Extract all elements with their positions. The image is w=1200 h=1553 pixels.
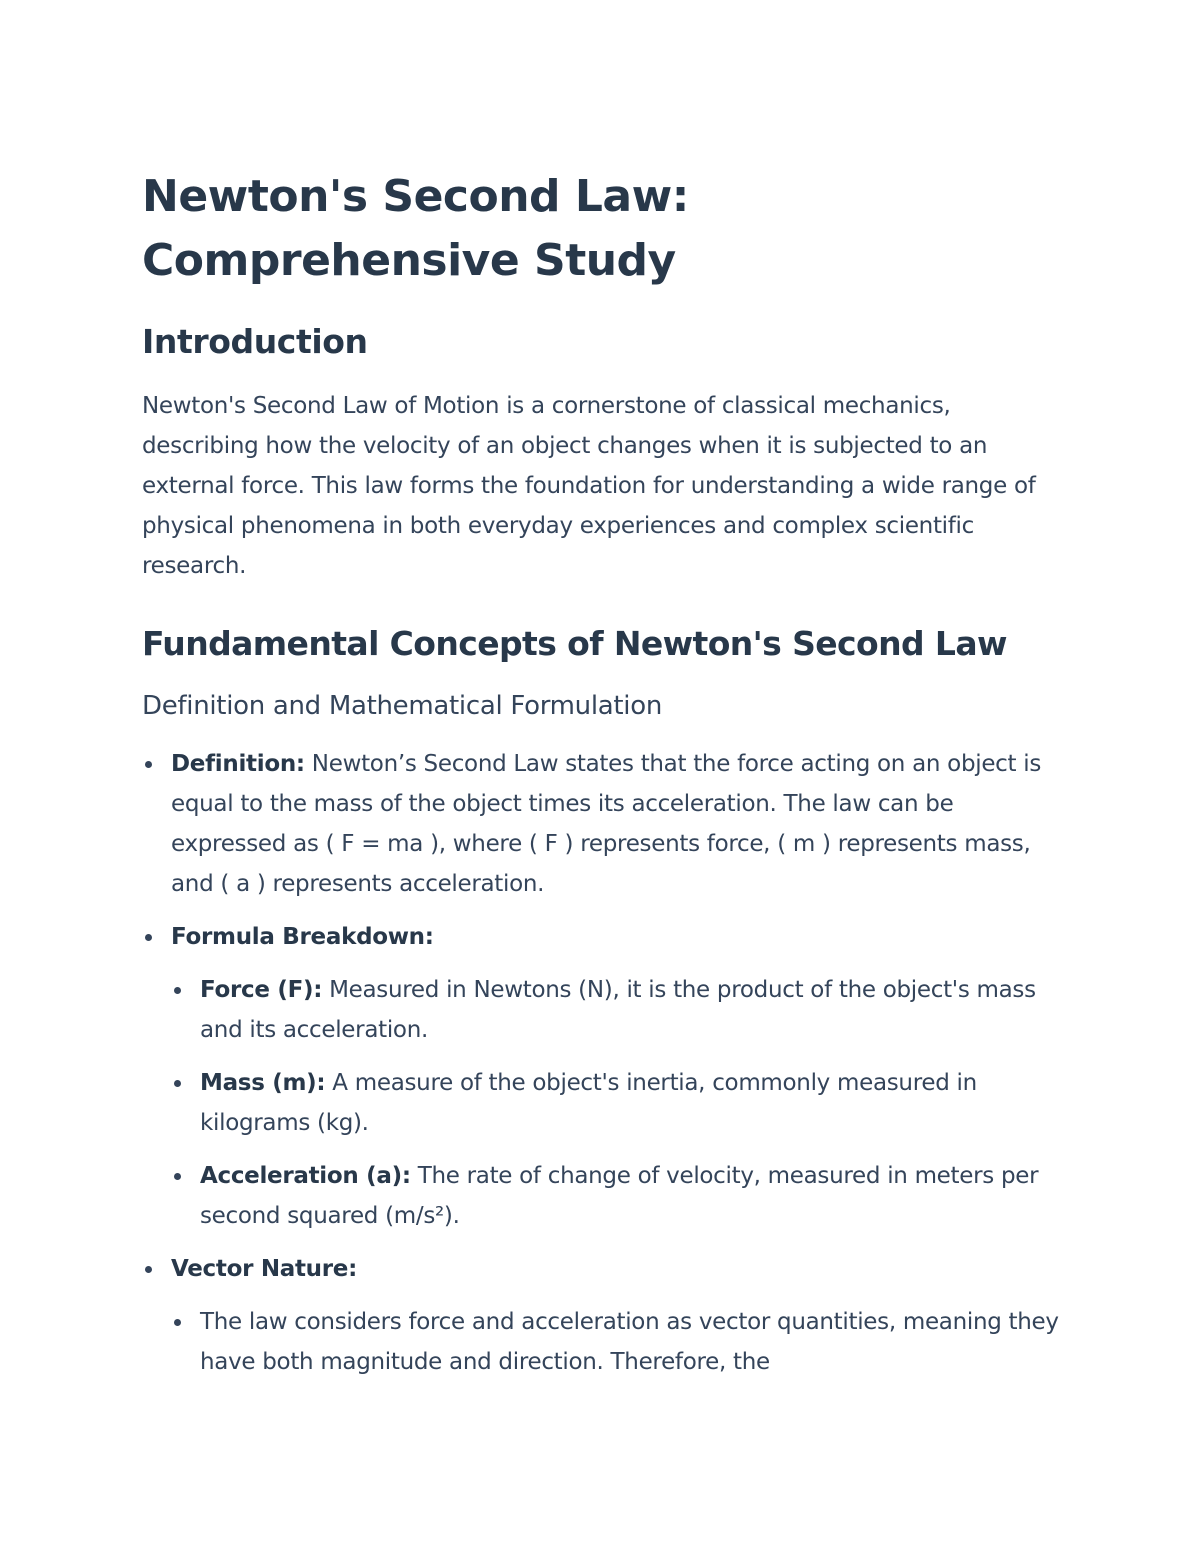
introduction-heading: Introduction [142,322,368,361]
vector-quantities-text: The law considers force and acceleration as vector quantities, meaning they have both magnitude and direction. Therefore, the [200,1309,1059,1375]
list-item-definition [142,744,1062,904]
bullet-icon [145,1266,152,1273]
bullet-icon [174,1173,181,1180]
document-title: Newton's Second Law: Comprehensive Study [142,171,689,286]
document-page [142,165,1062,1395]
force-term: Force (F): [200,977,323,1003]
definition-term: Definition: [171,751,305,777]
fundamental-concepts-heading: Fundamental Concepts of Newton's Second Law [142,624,1007,663]
definition-text: Newton’s Second Law states that the force acting on an object is equal to the mass of the object times its acceleration. The law can be expressed as ( F = ma ), where ( F ) represents force, ( m ) represents mass, and ( a ) represents acceleration. [171,751,1042,897]
list-item-vector-quantities [171,1302,1062,1382]
mass-term: Mass (m): [200,1070,326,1096]
bullet-icon [145,761,152,768]
list-item-force [171,970,1062,1050]
acceleration-term: Acceleration (a): [200,1163,411,1189]
list-item-mass [171,1063,1062,1143]
bullet-icon [174,1319,181,1326]
introduction-paragraph: Newton's Second Law of Motion is a cornerstone of classical mechanics, describing how the velocity of an object changes when it is subjected to an external force. This law forms the foundation for understanding a wide range of physical phenomena in both everyday experiences and complex scientific research. [142,393,1036,579]
bullet-icon [174,987,181,994]
list-item-formula-breakdown [142,917,1062,1236]
concepts-list [142,744,1062,1382]
bullet-icon [145,934,152,941]
vector-nature-term: Vector Nature: [171,1256,357,1282]
mass-text: A measure of the object's inertia, commonly measured in kilograms (kg). [200,1070,977,1136]
formula-breakdown-list [171,970,1062,1236]
formula-breakdown-term: Formula Breakdown: [171,924,434,950]
bullet-icon [174,1080,181,1087]
list-item-vector-nature [142,1249,1062,1382]
vector-nature-list [171,1302,1062,1382]
list-item-acceleration [171,1156,1062,1236]
acceleration-text: The rate of change of velocity, measured in meters per second squared (m/s²). [200,1163,1039,1229]
force-text: Measured in Newtons (N), it is the product of the object's mass and its acceleration. [200,977,1036,1043]
definition-formulation-subheading: Definition and Mathematical Formulation [142,691,663,721]
